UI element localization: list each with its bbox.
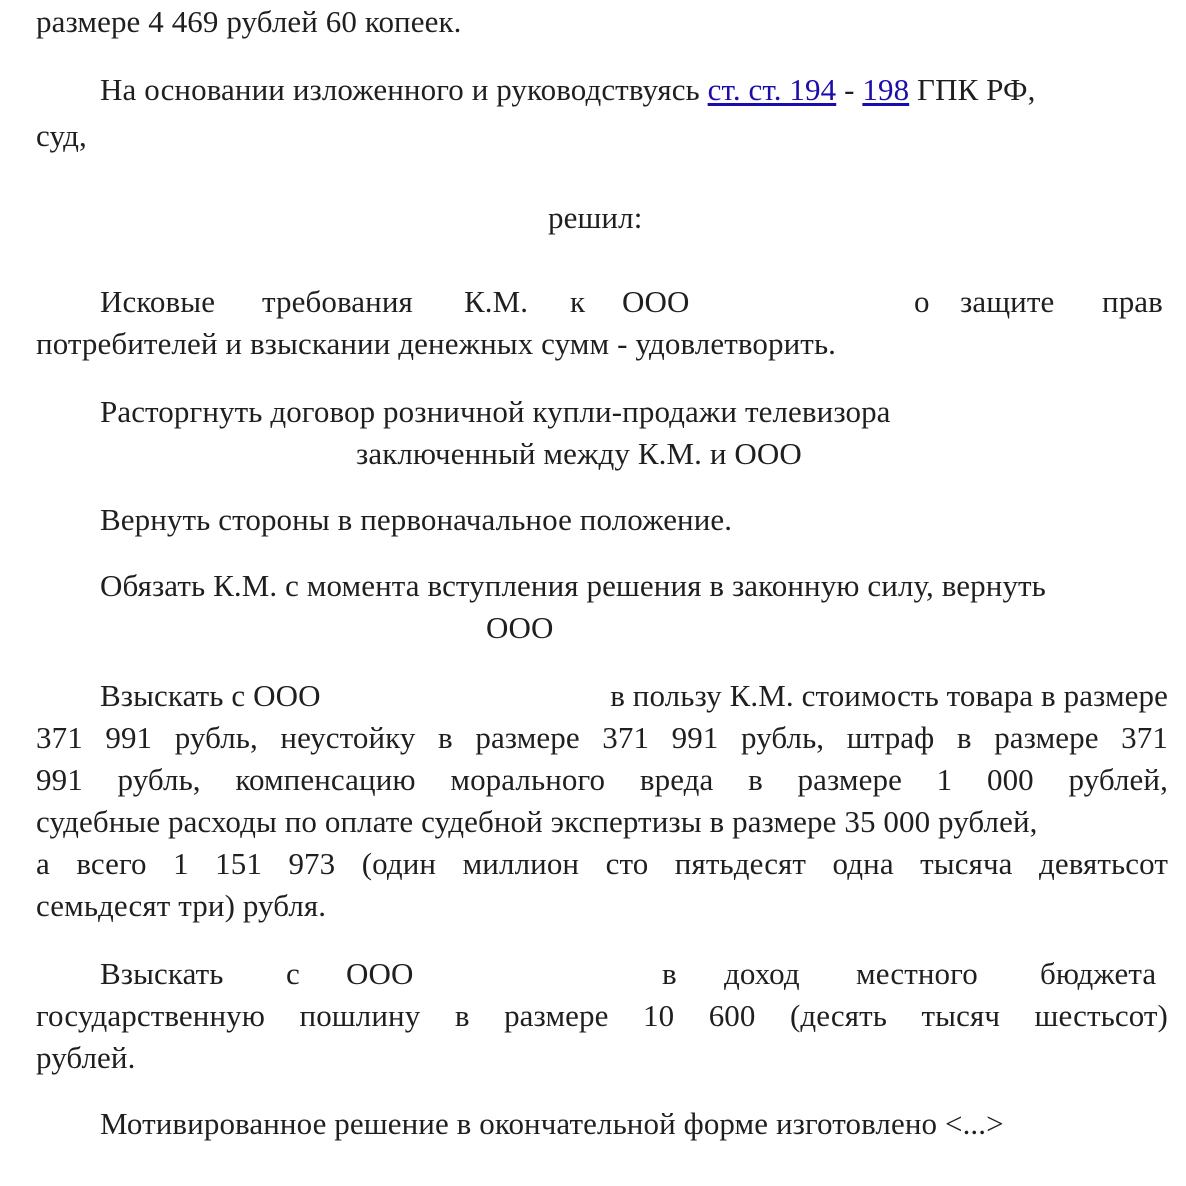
article-link-198[interactable]: 198 [862, 72, 910, 107]
word: размере [475, 720, 580, 755]
decision-heading: решил: [548, 200, 643, 235]
word: вреда [639, 762, 714, 797]
text-line-justified [36, 718, 1168, 758]
word: 991 [671, 720, 719, 755]
word: размере [797, 762, 902, 797]
text-line: судебные расходы по оплате судебной экспертизы в размере 35 000 рублей, [36, 804, 1038, 839]
word: рубль, [117, 762, 201, 797]
text-fragment: ГПК РФ, [917, 72, 1036, 107]
paragraph-basis [100, 70, 1035, 110]
word: прав [1102, 284, 1163, 319]
text-line: Мотивированное решение в окончательной форме изготовлено <...> [100, 1106, 1004, 1141]
word: миллион [462, 846, 580, 881]
text-line: суд, [36, 118, 87, 153]
word: размере [994, 720, 1099, 755]
text-fragment: в пользу К.М. стоимость товара в размере [610, 678, 1168, 713]
text-line-justified [36, 996, 1168, 1036]
word: 151 [215, 846, 262, 881]
text-line-justified [36, 760, 1168, 800]
word: в [454, 998, 470, 1033]
word: пошлину [299, 998, 421, 1033]
word: К.М. [464, 284, 529, 319]
word: 991 [36, 762, 83, 797]
word: в [748, 762, 763, 797]
word: о [914, 284, 930, 319]
text-line: заключенный между К.М. и ООО [356, 436, 802, 471]
word: 000 [986, 762, 1034, 797]
word: 371 [1121, 720, 1168, 755]
word: доход [724, 956, 800, 991]
word: одна [832, 846, 894, 881]
text-fragment: Взыскать с ООО [100, 678, 321, 713]
word: в [438, 720, 453, 755]
word: девятьсот [1038, 846, 1168, 881]
text-line: размере 4 469 рублей 60 копеек. [36, 4, 462, 39]
word: 600 [708, 998, 756, 1033]
word: рубль, [174, 720, 258, 755]
word: 371 [602, 720, 650, 755]
word: к [570, 284, 586, 319]
word: штраф [846, 720, 935, 755]
text-line: Вернуть стороны в первоначальное положение. [100, 502, 733, 537]
word: неустойку [280, 720, 416, 755]
word: 1 [936, 762, 953, 797]
text-line: потребителей и взыскании денежных сумм - удовлетворить. [36, 326, 837, 361]
word: защите [960, 284, 1055, 319]
word: рублей, [1068, 762, 1168, 797]
word: 10 [642, 998, 675, 1033]
word: а [36, 846, 50, 881]
word: шестьсот) [1034, 998, 1168, 1033]
word: всего [76, 846, 147, 881]
word: ООО [622, 284, 690, 319]
word: Исковые [100, 284, 216, 319]
word: (десять [790, 998, 888, 1033]
word: 991 [105, 720, 153, 755]
text-line: рублей. [36, 1040, 136, 1075]
word: 1 [173, 846, 189, 881]
word: размере [504, 998, 609, 1033]
word: государственную [36, 998, 266, 1033]
word: 973 [288, 846, 336, 881]
word: с [286, 956, 300, 991]
word: в [662, 956, 677, 991]
text-line-justified [36, 844, 1168, 884]
text-fragment: На основании изложенного и руководствуясь [100, 72, 700, 107]
word: ООО [346, 956, 414, 991]
dash: - [844, 72, 855, 107]
word: морального [450, 762, 606, 797]
article-link-194[interactable]: ст. ст. 194 [707, 72, 837, 107]
word: рубль, [741, 720, 825, 755]
word: компенсацию [235, 762, 416, 797]
text-line: Обязать К.М. с момента вступления решения в законную силу, вернуть [100, 568, 1046, 603]
word: бюджета [1040, 956, 1157, 991]
word: тысяча [920, 846, 1013, 881]
word: пятьдесят [674, 846, 807, 881]
word: требования [262, 284, 413, 319]
text-line: семьдесят три) рубля. [36, 888, 327, 923]
word: Взыскать [100, 956, 224, 991]
word: (один [361, 846, 437, 881]
text-line: Расторгнуть договор розничной купли-продажи телевизора [100, 394, 891, 429]
word: сто [605, 846, 649, 881]
word: 371 [36, 720, 83, 755]
word: в [956, 720, 972, 755]
word: тысяч [921, 998, 1001, 1033]
text-line: ООО [486, 610, 554, 645]
word: местного [856, 956, 978, 991]
